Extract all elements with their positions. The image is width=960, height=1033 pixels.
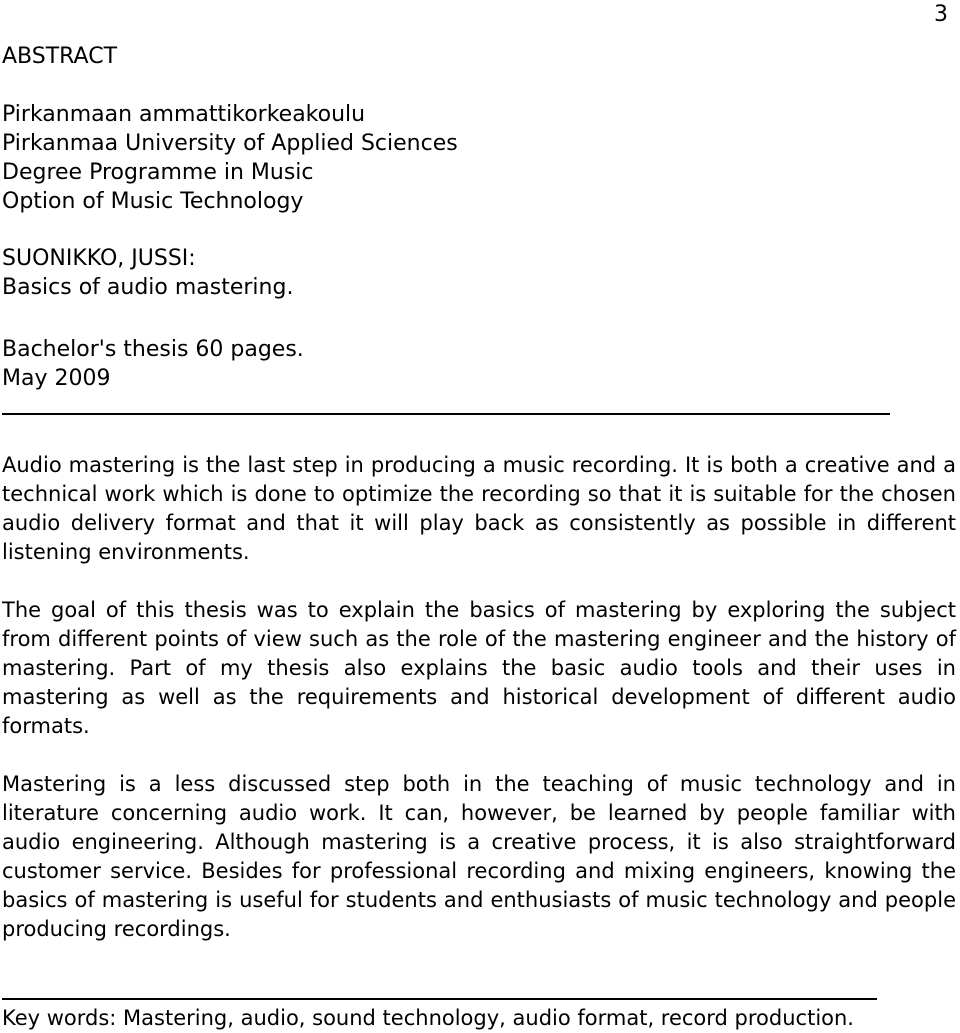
programme-option: Option of Music Technology <box>2 189 304 214</box>
institution-block <box>2 100 957 216</box>
page-number: 3 <box>934 2 948 27</box>
thesis-title: Basics of audio mastering. <box>2 275 294 300</box>
thesis-date: May 2009 <box>2 366 111 391</box>
abstract-paragraph-2: The goal of this thesis was to explain the basics of mastering by exploring the subject from different points of view such as the role of the mastering engineer and the history of mastering. Part of my thesis also explains the basic audio tools and their uses in mastering as well as the requirements and historical development of different audio formats. <box>2 598 956 738</box>
degree-programme: Degree Programme in Music <box>2 160 314 185</box>
institution-line-finnish: Pirkanmaan ammattikorkeakoulu <box>2 102 366 127</box>
abstract-heading: ABSTRACT <box>2 44 118 69</box>
abstract-paragraph-1: Audio mastering is the last step in producing a music recording. It is both a creative and a technical work which is done to optimize the recording so that it is suitable for the chosen audio delivery format and that it will play back as consistently as possible in different listening environments. <box>2 453 956 564</box>
institution-line-english: Pirkanmaa University of Applied Sciences <box>2 131 458 156</box>
author-block <box>2 244 957 302</box>
thesis-type: Bachelor's thesis 60 pages. <box>2 337 304 362</box>
bottom-divider <box>2 998 877 1000</box>
top-divider <box>2 413 890 415</box>
thesis-info-block <box>2 335 957 393</box>
abstract-paragraph-3: Mastering is a less discussed step both in the teaching of music technology and in literature concerning audio work. It can, however, be learned by people familiar with audio engineering. Although mastering is a creative process, it is also straightforward customer service. Besides for professional recording and mixing engineers, knowing the basics of mastering is useful for students and enthusiasts of music technology and people producing recordings. <box>2 772 956 941</box>
author-name: SUONIKKO, JUSSI: <box>2 246 196 271</box>
keywords-line: Key words: Mastering, audio, sound technology, audio format, record production. <box>2 1006 854 1030</box>
